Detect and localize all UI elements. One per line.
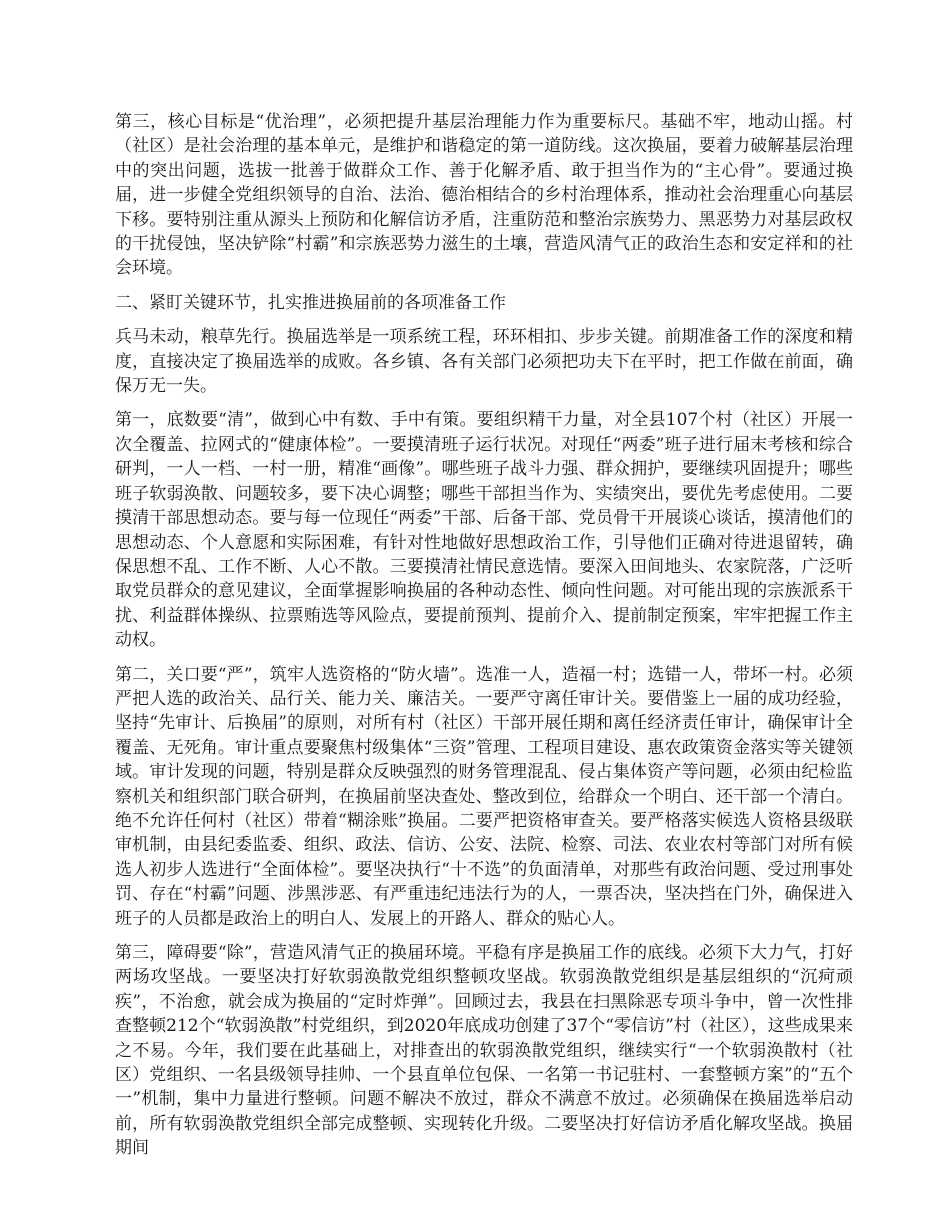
section-heading-2: 二、紧盯关键环节，扎实推进换届前的各项准备工作 [115,292,506,313]
paragraph-second-checkpoint: 第二，关口要“严”，筑牢人选资格的“防火墙”。选准一人，造福一村；选错一人，带坏一村。必须严把人选的政治关、品行关、能力关、廉洁关。一要严守离任审计关。要借鉴上一届的成功经验，坚持“先审计、后换届”的原则，对所有村（社区）干部开展任期和离任经济责任审计，确保审计全覆盖、无死角。审计重点要聚焦村级集体“三资”管理、工程项目建设、惠农政策资金落实等关键领域。审计发现的问题，特别是群众反映强烈的财务管理混乱、侵占集体资产等问题，必须由纪检监察机关和组织部门联合研判，在换届前坚决查处、整改到位，给群众一个明白、还干部一个清白。绝不允许任何村（社区）带着“糊涂账”换届。二要严把资格审查关。要严格落实候选人资格县级联审机制，由县纪委监委、组织、政法、信访、公安、法院、检察、司法、农业农村等部门对所有候选人初步人选进行“全面体检”。要坚决执行“十不选”的负面清单，对那些有政治问题、受过刑事处罚、存在“村霸”问题、涉黑涉恶、有严重违纪违法行为的人，一票否决，坚决挡在门外，确保进入班子的人员都是政治上的明白人、发展上的开路人、群众的贴心人。 [115,664,853,929]
paragraph-core-goal: 第三，核心目标是“优治理”，必须把提升基层治理能力作为重要标尺。基础不牢，地动山摇。村（社区）是社会治理的基本单元，是维护和谐稳定的第一道防线。这次换届，要着力破解基层治理中的突出问题，选拔一批善于做群众工作、善于化解矛盾、敢于担当作为的“主心骨”。要通过换届，进一步健全党组织领导的自治、法治、德治相结合的乡村治理体系，推动社会治理重心向基层下移。要特别注重从源头上预防和化解信访矛盾，注重防范和整治宗族势力、黑恶势力对基层政权的干扰侵蚀，坚决铲除“村霸”和宗族恶势力滋生的土壤，营造风清气正的政治生态和安定祥和的社会环境。 [115,112,853,279]
paragraph-first-baseline: 第一，底数要“清”，做到心中有数、手中有策。要组织精干力量，对全县107个村（社区）开展一次全覆盖、拉网式的“健康体检”。一要摸清班子运行状况。对现任“两委”班子进行届末考核和综合研判，一人一档、一村一册，精准“画像”。哪些班子战斗力强、群众拥护，要继续巩固提升；哪些班子软弱涣散、问题较多，要下决心调整；哪些干部担当作为、实绩突出，要优先考虑使用。二要摸清干部思想动态。要与每一位现任“两委”干部、后备干部、党员骨干开展谈心谈话，摸清他们的思想动态、个人意愿和实际困难，有针对性地做好思想政治工作，引导他们正确对待进退留转，确保思想不乱、工作不断、人心不散。三要摸清社情民意选情。要深入田间地头、农家院落，广泛听取党员群众的意见建议，全面掌握影响换届的各种动态性、倾向性问题。对可能出现的宗族派系干扰、利益群体操纵、拉票贿选等风险点，要提前预判、提前介入、提前制定预案，牢牢把握工作主动权。 [115,410,853,651]
paragraph-preparation-intro: 兵马未动，粮草先行。换届选举是一项系统工程，环环相扣、步步关键。前期准备工作的深度和精度，直接决定了换届选举的成败。各乡镇、各有关部门必须把功夫下在平时，把工作做在前面，确保万无一失。 [115,327,853,397]
paragraph-third-obstacles: 第三，障碍要“除”，营造风清气正的换届环境。平稳有序是换届工作的底线。必须下大力气，打好两场攻坚战。一要坚决打好软弱涣散党组织整顿攻坚战。软弱涣散党组织是基层组织的“沉疴顽疾”，不治愈，就会成为换届的“定时炸弹”。回顾过去，我县在扫黑除恶专项斗争中，曾一次性排查整顿212个“软弱涣散”村党组织，到2020年底成功创建了37个“零信访”村（社区），这些成果来之不易。今年，我们要在此基础上，对排查出的软弱涣散党组织，继续实行“一个软弱涣散村（社区）党组织、一名县级领导挂帅、一个县直单位包保、一名第一书记驻村、一套整顿方案”的“五个一”机制，集中力量进行整顿。问题不解决不放过，群众不满意不放过。必须确保在换届选举启动前，所有软弱涣散党组织全部完成整顿、实现转化升级。二要坚决打好信访矛盾化解攻坚战。换届期间 [115,943,853,1159]
document-page [115,110,853,1171]
